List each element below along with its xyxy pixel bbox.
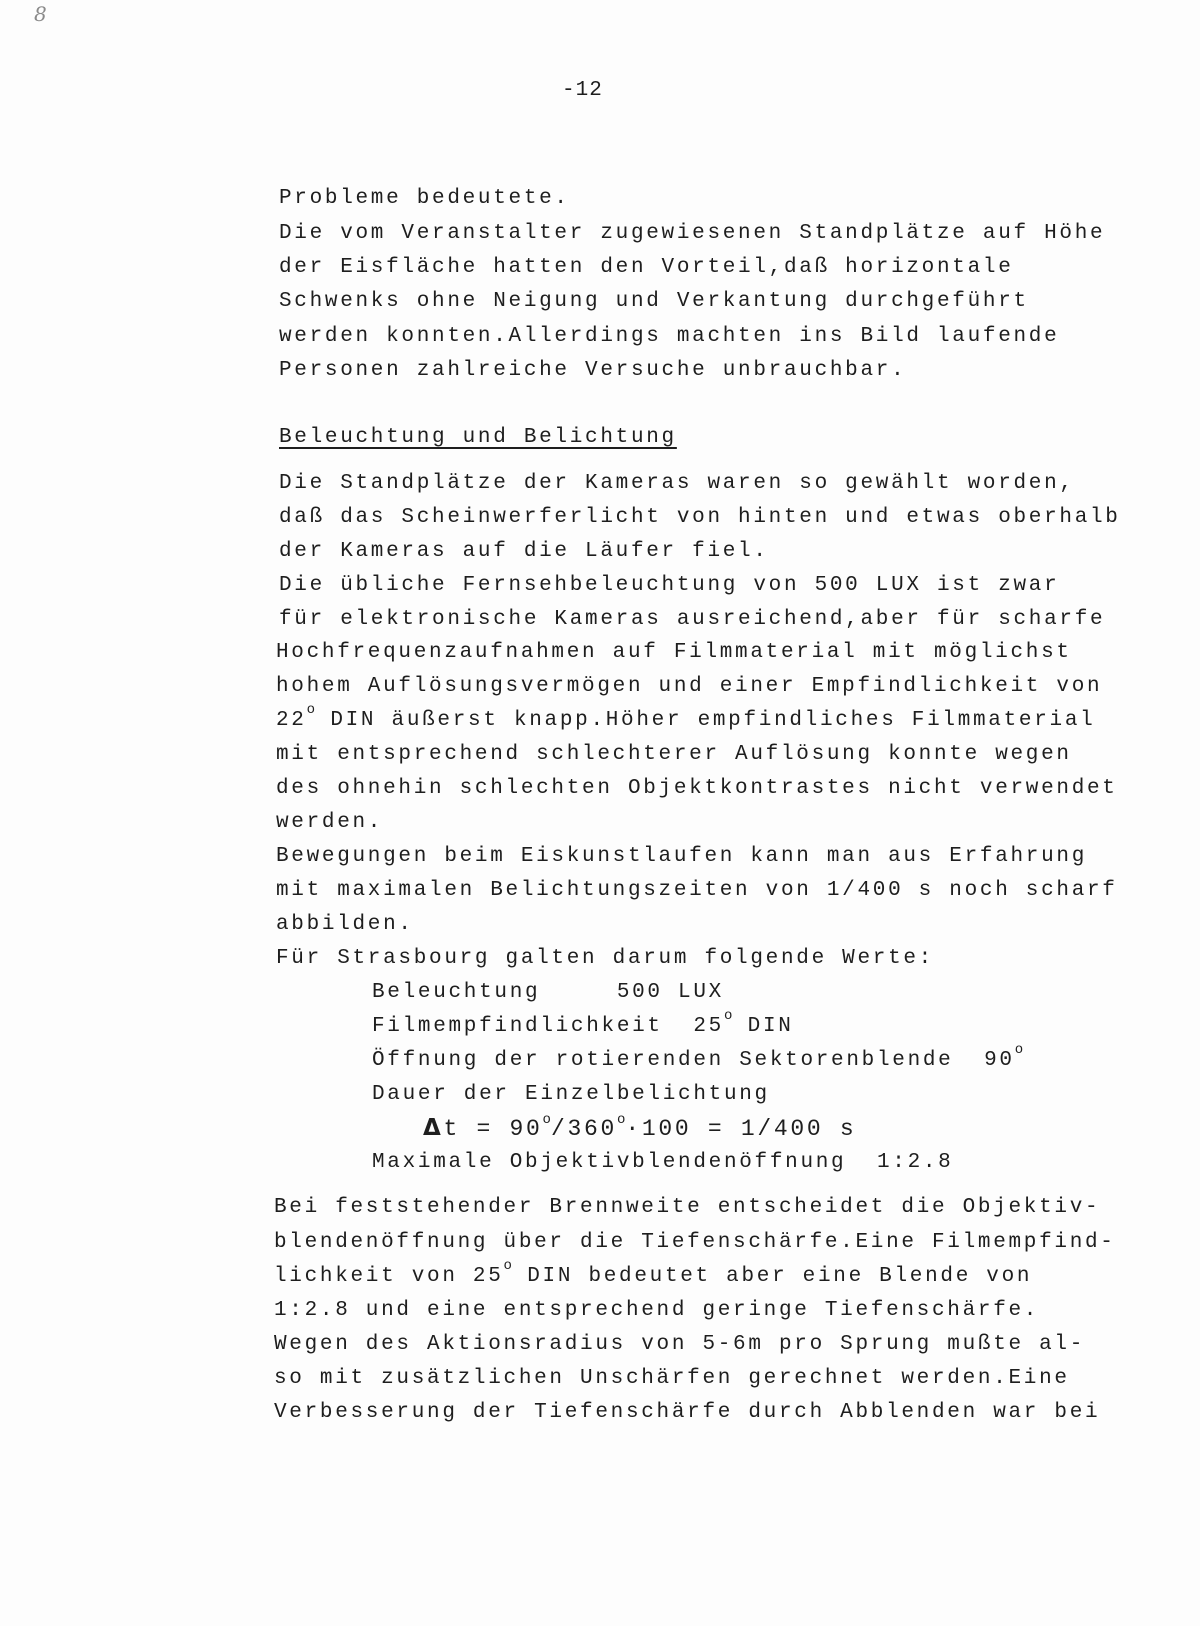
text-line: der Eisfläche hatten den Vorteil,daß horizontale: [279, 256, 1014, 279]
text-line: Die Standplätze der Kameras waren so gewählt worden,: [279, 472, 1075, 495]
degree-superscript: o: [306, 702, 316, 718]
text-line: des ohnehin schlechten Objektkontrastes nicht verwendet: [276, 777, 1118, 800]
text-line: mit entsprechend schlechterer Auflösung konnte wegen: [276, 743, 1072, 766]
line-text: Filmempfindlichkeit 25: [372, 1015, 724, 1038]
delta-symbol: Δ: [423, 1115, 444, 1141]
text-line: Die vom Veranstalter zugewiesenen Standplätze auf Höhe: [279, 222, 1106, 245]
formula-exposure-time: [423, 1112, 857, 1142]
formula-text: /360: [550, 1116, 617, 1142]
section-heading: Beleuchtung und Belichtung: [279, 426, 677, 449]
line-text: lichkeit von 25: [274, 1265, 504, 1288]
text-line: blendenöffnung über die Tiefenschärfe.Eine Filmempfind-: [274, 1231, 1116, 1254]
text-line: mit maximalen Belichtungszeiten von 1/400 s noch scharf: [276, 879, 1118, 902]
formula-text: ·100 = 1/400 s: [625, 1116, 857, 1142]
text-line: Bewegungen beim Eiskunstlaufen kann man aus Erfahrung: [276, 845, 1088, 868]
degree-superscript: o: [723, 1008, 733, 1024]
value-beleuchtung: Beleuchtung 500 LUX: [372, 981, 724, 1004]
line-text: DIN bedeutet aber eine Blende von: [511, 1265, 1033, 1288]
value-dauer: Dauer der Einzelbelichtung: [372, 1083, 770, 1106]
text-line: 1:2.8 und eine entsprechend geringe Tiefenschärfe.: [274, 1299, 1040, 1322]
text-line: abbilden.: [276, 913, 414, 936]
text-line: Verbesserung der Tiefenschärfe durch Abblenden war bei: [274, 1401, 1101, 1424]
line-text: 22: [276, 709, 307, 732]
text-line: der Kameras auf die Läufer fiel.: [279, 540, 769, 563]
text-line: Probleme bedeutete.: [279, 187, 570, 210]
degree-superscript: o: [1014, 1042, 1024, 1058]
degree-superscript: o: [616, 1112, 626, 1128]
text-line: Schwenks ohne Neigung und Verkantung durchgeführt: [279, 290, 1029, 313]
formula-text: t = 90: [443, 1116, 543, 1142]
text-line: Für Strasbourg galten darum folgende Werte:: [276, 947, 934, 970]
text-line: Personen zahlreiche Versuche unbrauchbar.: [279, 359, 907, 382]
text-line: werden konnten.Allerdings machten ins Bild laufende: [279, 325, 1060, 348]
line-text: DIN: [732, 1015, 794, 1038]
text-line: hohem Auflösungsvermögen und einer Empfindlichkeit von: [276, 675, 1103, 698]
text-line: Hochfrequenzaufnahmen auf Filmmaterial mit möglichst: [276, 641, 1072, 664]
text-line: daß das Scheinwerferlicht von hinten und etwas oberhalb: [279, 506, 1121, 529]
text-line-with-superscript: [276, 702, 1096, 732]
value-max-blende: Maximale Objektivblendenöffnung 1:2.8: [372, 1151, 954, 1174]
value-filmempfindlichkeit: [372, 1008, 794, 1038]
text-line: Die übliche Fernsehbeleuchtung von 500 LUX ist zwar: [279, 574, 1060, 597]
handwritten-page-mark: 8: [34, 2, 47, 26]
value-oeffnung: [372, 1042, 1024, 1072]
text-line: für elektronische Kameras ausreichend,aber für scharfe: [279, 608, 1106, 631]
text-line: werden.: [276, 811, 384, 834]
line-text: DIN äußerst knapp.Höher empfindliches Filmmaterial: [315, 709, 1096, 732]
degree-superscript: o: [542, 1112, 551, 1128]
degree-superscript: o: [503, 1258, 512, 1274]
text-line: so mit zusätzlichen Unschärfen gerechnet werden.Eine: [274, 1367, 1070, 1390]
text-line: Wegen des Aktionsradius von 5-6m pro Sprung mußte al-: [274, 1333, 1086, 1356]
page-number: -12: [562, 79, 603, 102]
line-text: Öffnung der rotierenden Sektorenblende 90: [372, 1049, 1015, 1072]
text-line: Bei feststehender Brennweite entscheidet die Objektiv-: [274, 1196, 1101, 1219]
text-line-with-superscript: [274, 1258, 1033, 1288]
